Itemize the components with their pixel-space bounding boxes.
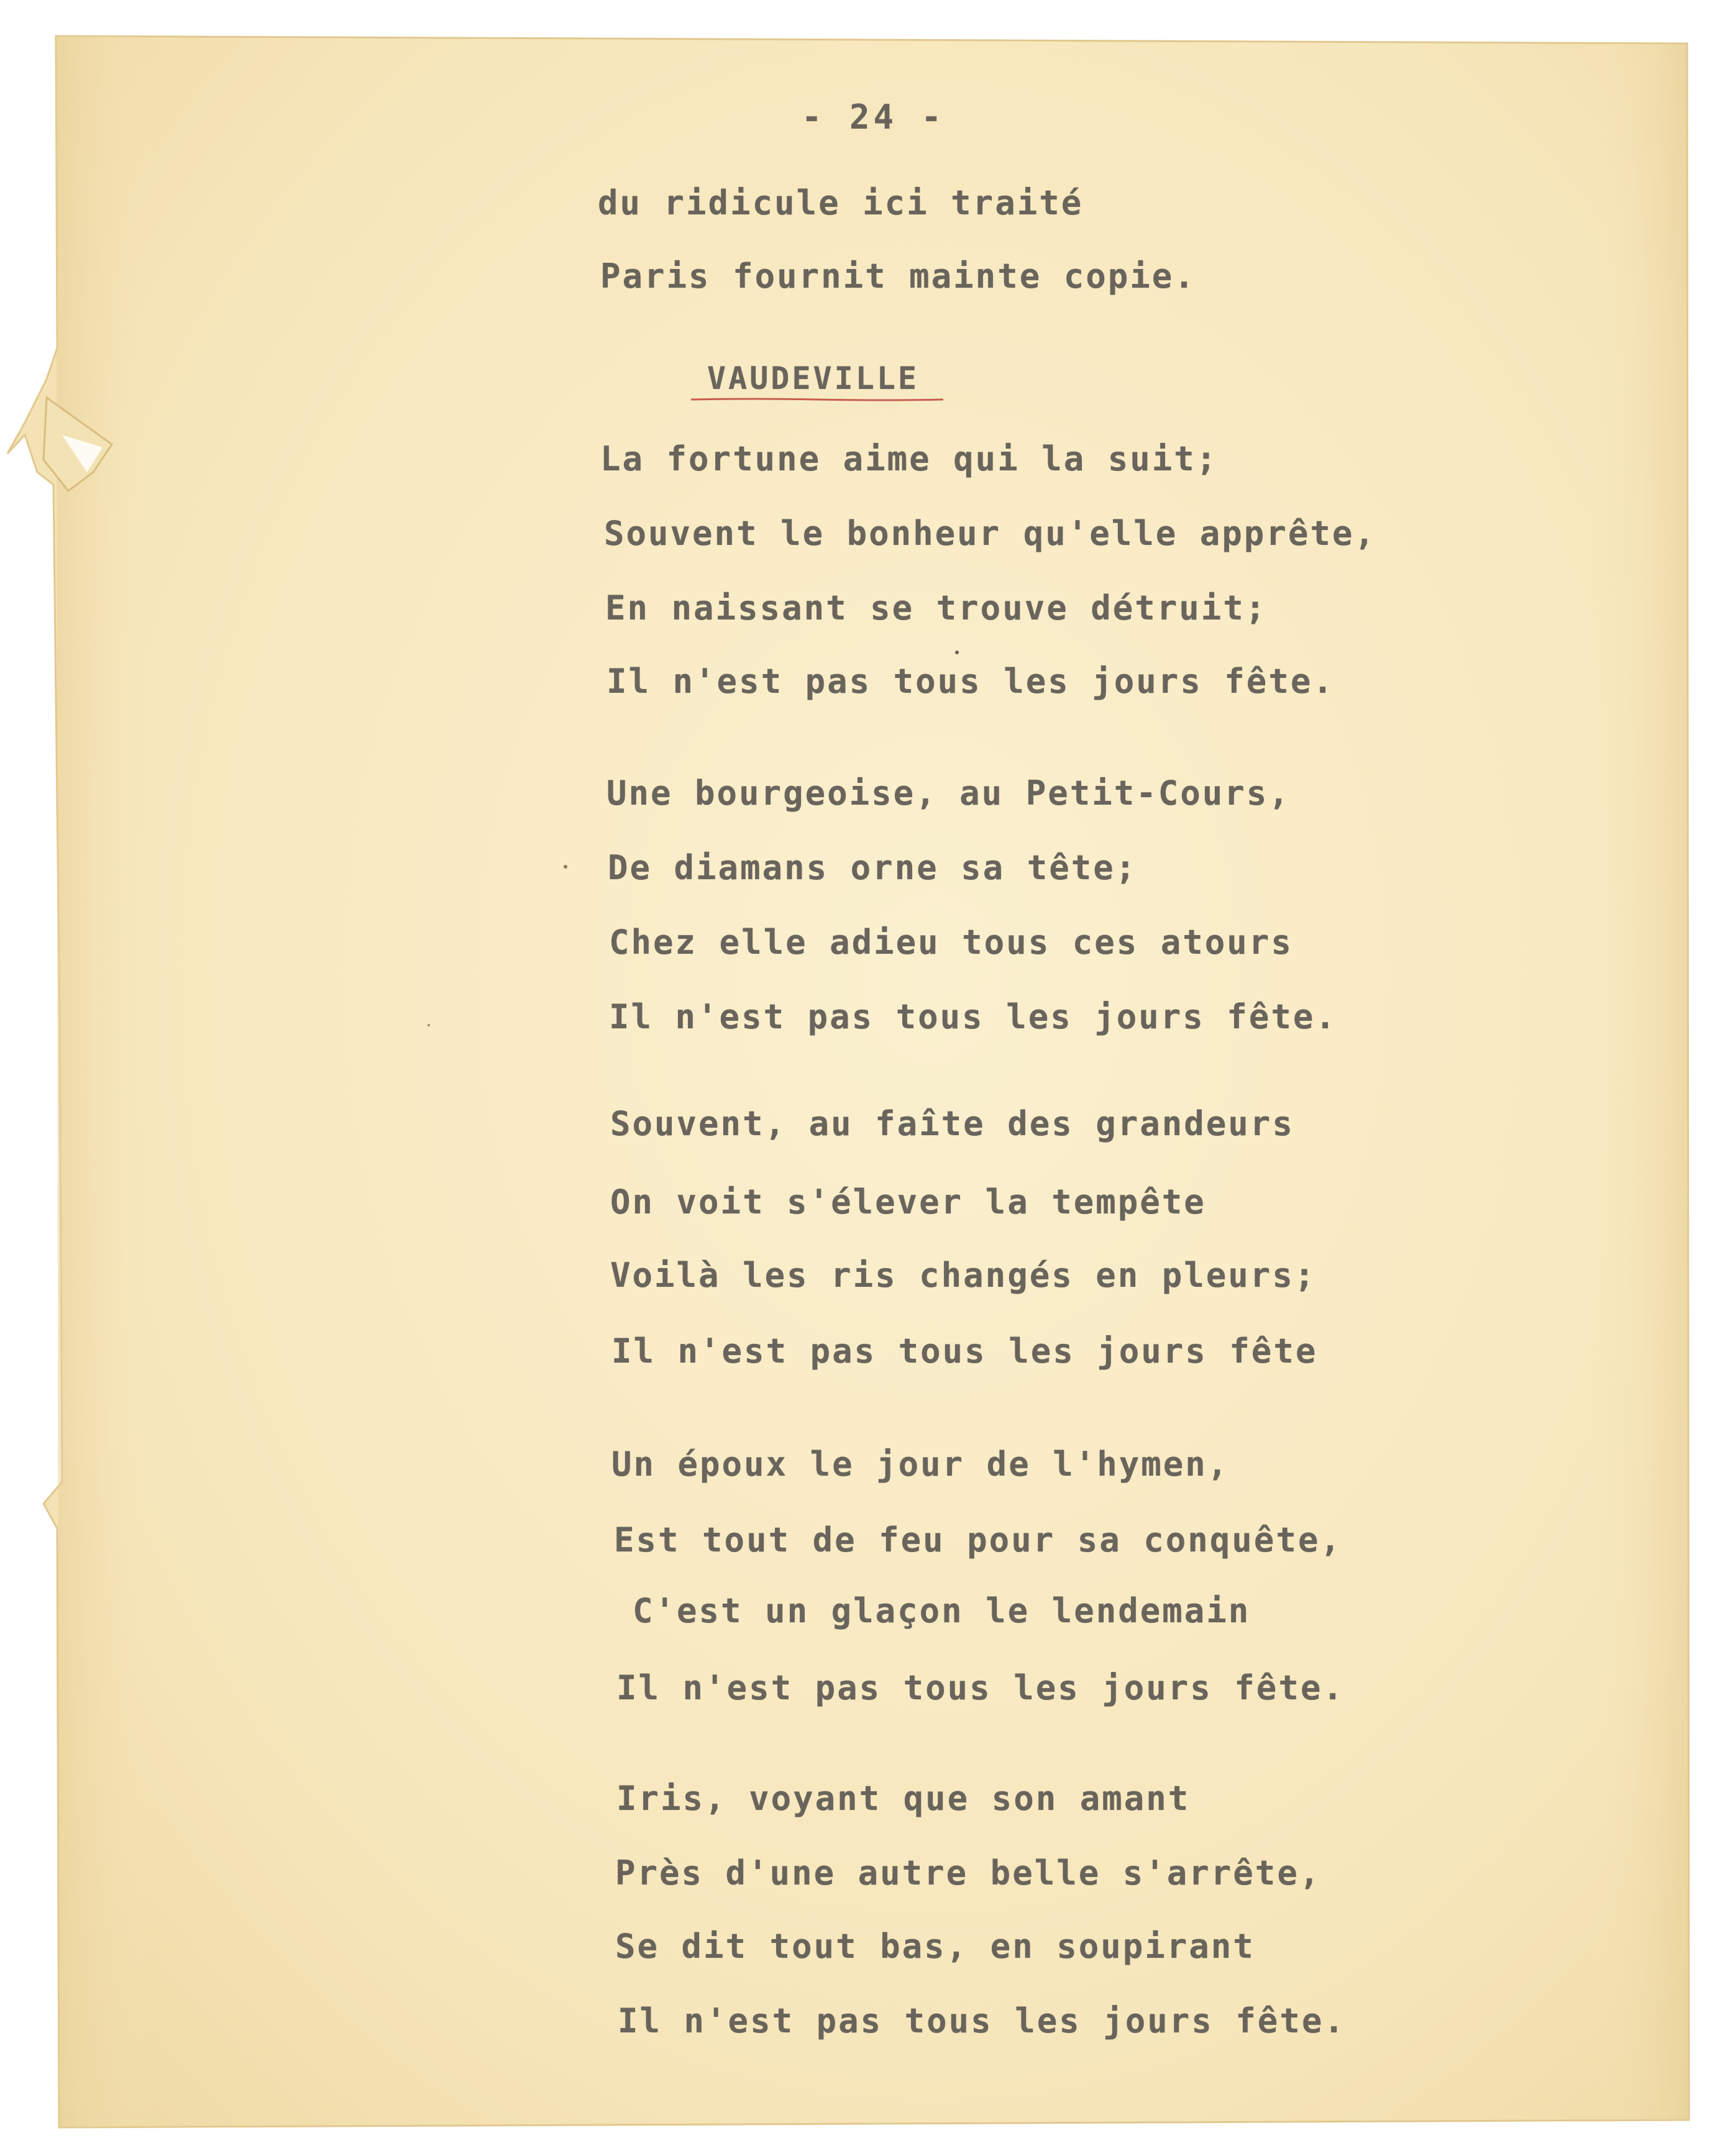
- stanza-2-line-3: Chez elle adieu tous ces atours: [609, 923, 1293, 962]
- vaudeville-heading: VAUDEVILLE: [707, 360, 920, 396]
- heading-underline: [690, 398, 945, 401]
- stanza-1-line-3: En naissant se trouve détruit;: [605, 588, 1268, 628]
- stanza-1-line-4: Il n'est pas tous les jours fête.: [606, 662, 1335, 701]
- stanza-1-line-2: Souvent le bonheur qu'elle apprête,: [604, 514, 1376, 553]
- stanza-2-line-2: De diamans orne sa tête;: [608, 848, 1138, 887]
- stanza-4-line-1: Un époux le jour de l'hymen,: [611, 1445, 1230, 1484]
- stanza-5-line-3: Se dit tout bas, en soupirant: [615, 1927, 1255, 1966]
- stanza-5-line-2: Près d'une autre belle s'arrête,: [615, 1853, 1322, 1893]
- stanza-3-line-1: Souvent, au faîte des grandeurs: [610, 1104, 1294, 1143]
- stanza-4-line-3: C'est un glaçon le lendemain: [633, 1591, 1251, 1630]
- stanza-1-line-1: La fortune aime qui la suit;: [600, 439, 1219, 478]
- intro-line-2: Paris fournit mainte copie.: [600, 257, 1196, 296]
- intro-line-1: du ridicule ici traité: [598, 183, 1084, 222]
- stanza-3-line-2: On voit s'élever la tempête: [610, 1182, 1206, 1222]
- stanza-4-line-2: Est tout de feu pour sa conquête,: [614, 1520, 1342, 1560]
- page-number: - 24 -: [802, 98, 946, 137]
- stanza-2-line-1: Une bourgeoise, au Petit-Cours,: [606, 774, 1291, 813]
- stanza-2-line-4: Il n'est pas tous les jours fête.: [609, 997, 1337, 1036]
- stanza-3-line-4: Il n'est pas tous les jours fête: [611, 1332, 1318, 1371]
- stanza-5-line-1: Iris, voyant que son amant: [616, 1779, 1191, 1818]
- stanza-5-line-4: Il n'est pas tous les jours fête.: [618, 2001, 1346, 2040]
- stanza-3-line-3: Voilà les ris changés en pleurs;: [610, 1256, 1317, 1295]
- stanza-4-line-4: Il n'est pas tous les jours fête.: [616, 1668, 1345, 1707]
